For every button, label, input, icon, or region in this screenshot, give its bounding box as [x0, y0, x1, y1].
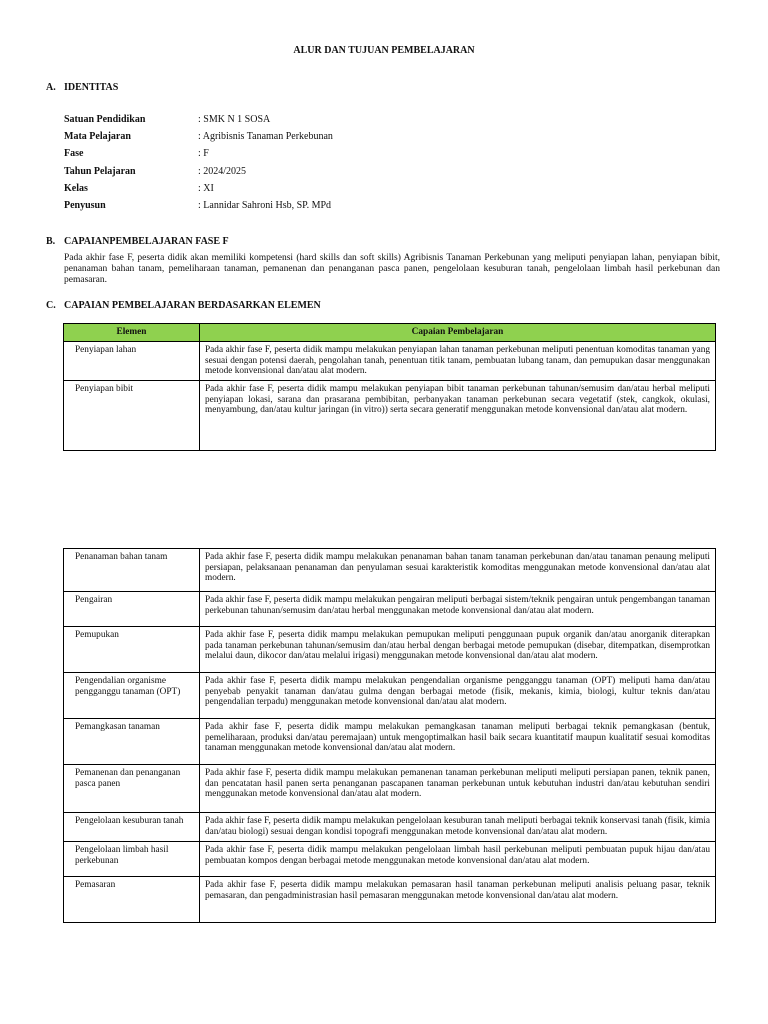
capaian-cell: Pada akhir fase F, peserta didik mampu melakukan pemangkasan tanaman meliputi berbagai teknik pemangkasan (bentuk, pemeliharaan, produksi dan/atau peremajaan) untuk mengoptimalkan hasil baik secara kuantitatif maupun kualitatif sesuai komoditas tanaman menggunakan metode konvensional dan/atau alat modern.	[200, 719, 716, 765]
capaian-cell: Pada akhir fase F, peserta didik mampu melakukan pemanenan tanaman perkebunan meliputi meliputi persiapan panen, teknik panen, dan pencatatan hasil panen serta penanganan pascapanen tanaman perkebunan untuk kebutuhan industri dan/atau kebutuhan sendiri menggunakan metode konvensional dan/atau alat modern.	[200, 765, 716, 813]
capaian-cell: Pada akhir fase F, peserta didik mampu melakukan pengelolaan kesuburan tanah meliputi berbagai teknik konservasi tanah (fisik, kimia dan/atau biologi) sesuai dengan kondisi topografi menggunakan metode konvensional dan/atau alat modern.	[200, 813, 716, 842]
identitas-value: : F	[198, 148, 209, 160]
capaian-cell: Pada akhir fase F, peserta didik mampu melakukan penanaman bahan tanam tanaman perkebunan dan/atau tanaman penaung meliputi persiapan, pelaksanaan penanaman dan penyulaman sesuai karakteristik komoditas menggunakan metode konvensional dan/atau alat modern.	[200, 549, 716, 592]
capaian-cell: Pada akhir fase F, peserta didik mampu melakukan pemasaran hasil tanaman perkebunan meliputi analisis peluang pasar, teknik pemasaran, dan pengadministrasian hasil pemasaran menggunakan metode konvensional dan/atau alat modern.	[200, 877, 716, 923]
capaian-cell: Pada akhir fase F, peserta didik mampu melakukan penyiapan bibit tanaman perkebunan tahunan/semusim dan/atau herbal meliputi penyiapan lokasi, sarana dan prasarana pembibitan, perbanyakan tanaman perkebunan secara vegetatif (stek, cangkok, okulasi, menyambung, dan/atau kultur jaringan (in vitro)) serta secara generatif menggunakan metode konvensional dan/atau alat modern.	[200, 381, 716, 451]
table-row	[64, 813, 716, 842]
identitas-value: : Agribisnis Tanaman Perkebunan	[198, 131, 333, 143]
identitas-row	[64, 114, 564, 131]
identitas-value: : SMK N 1 SOSA	[198, 114, 271, 125]
section-c-title: CAPAIAN PEMBELAJARAN BERDASARKAN ELEMEN	[64, 300, 321, 311]
capaian-cell: Pada akhir fase F, peserta didik mampu melakukan penyiapan lahan tanaman perkebunan meliputi penentuan komoditas tanaman yang sesuai dengan potensi daerah, pengolahan tanah, penentuan titik tanam, pembuatan lubang tanam, dan pemupukan dasar menggunakan metode konvensional dan/atau alat modern.	[200, 342, 716, 381]
table-row	[64, 627, 716, 673]
elemen-cell: Penyiapan bibit	[64, 381, 200, 451]
identitas-label: Mata Pelajaran	[64, 131, 131, 143]
elemen-cell: Pemupukan	[64, 627, 200, 673]
elemen-cell: Pengelolaan limbah hasil perkebunan	[64, 842, 200, 877]
identitas-row	[64, 183, 564, 200]
identitas-label: Kelas	[64, 182, 88, 194]
table-row	[64, 592, 716, 627]
identitas-row	[64, 131, 564, 148]
elemen-cell: Pemanenan dan penanganan pasca panen	[64, 765, 200, 813]
section-c-letter: C.	[46, 300, 56, 311]
identitas-label: Penyusun	[64, 199, 106, 211]
identitas-label: Satuan Pendidikan	[64, 114, 146, 125]
identitas-label: Tahun Pelajaran	[64, 165, 136, 177]
section-a-heading	[46, 82, 118, 94]
identitas-value: : XI	[198, 182, 214, 194]
table-row	[64, 549, 716, 592]
section-b-paragraph: Pada akhir fase F, peserta didik akan memiliki kompetensi (hard skills dan soft skills) Agribisnis Tanaman Perkebunan yang meliputi penyiapan lahan, penyiapan bibit, penanaman bahan tanam, pemeliharaan tanaman, pemanenan dan penanganan pasca panen, pengelolaan kesuburan tanah, pengelolaan limbah hasil perkebunan dan pemasaran.	[64, 253, 720, 285]
identitas-row	[64, 200, 564, 217]
section-b-letter: B.	[46, 236, 56, 247]
elemen-table-1	[63, 323, 716, 451]
section-a-title: IDENTITAS	[64, 82, 119, 93]
elemen-cell: Pengairan	[64, 592, 200, 627]
elemen-cell: Pengendalian organisme pengganggu tanaman (OPT)	[64, 673, 200, 719]
identitas-value: : Lannidar Sahroni Hsb, SP. MPd	[198, 199, 332, 211]
section-c-heading	[46, 300, 321, 312]
header-elemen: Elemen	[64, 324, 200, 342]
elemen-cell: Penyiapan lahan	[64, 342, 200, 381]
table-row	[64, 719, 716, 765]
table-row	[64, 765, 716, 813]
table-row	[64, 342, 716, 381]
document-title: ALUR DAN TUJUAN PEMBELAJARAN	[293, 45, 475, 56]
table-row	[64, 877, 716, 923]
identitas-list	[64, 114, 564, 217]
identitas-row	[64, 148, 564, 165]
elemen-cell: Pengelolaan kesuburan tanah	[64, 813, 200, 842]
identitas-label: Fase	[64, 148, 84, 160]
header-capaian: Capaian Pembelajaran	[200, 324, 716, 342]
capaian-cell: Pada akhir fase F, peserta didik mampu melakukan pengelolaan limbah hasil perkebunan meliputi pembuatan pupuk hijau dan/atau pembuatan kompos dengan berbagai metode menggunakan metode konvensional dan/atau alat modern.	[200, 842, 716, 877]
section-a-letter: A.	[46, 82, 56, 93]
elemen-cell: Penanaman bahan tanam	[64, 549, 200, 592]
capaian-cell: Pada akhir fase F, peserta didik mampu melakukan pengendalian organisme pengganggu tanaman (OPT) meliputi hama dan/atau penyebab penyakit tanaman dan/atau gulma dengan berbagai metode (fisik, mekanis, kimia, biologi, kultur teknis dan/atau pengendalian terpadu) menggunakan metode konvensional dan/atau alat modern.	[200, 673, 716, 719]
section-b-heading	[46, 236, 229, 248]
section-b-title: CAPAIANPEMBELAJARAN FASE F	[64, 236, 229, 247]
table-row	[64, 842, 716, 877]
table-row	[64, 381, 716, 451]
table-row	[64, 673, 716, 719]
identitas-value: : 2024/2025	[198, 165, 247, 177]
capaian-cell: Pada akhir fase F, peserta didik mampu melakukan pengairan meliputi berbagai sistem/teknik pengairan untuk pengembangan tanaman perkebunan tahunan/semusim dan/atau herbal menggunakan metode konvensional dan/atau alat modern.	[200, 592, 716, 627]
capaian-cell: Pada akhir fase F, peserta didik mampu melakukan pemupukan meliputi penggunaan pupuk organik dan/atau anorganik diterapkan pada tanaman perkebunan tahunan/semusim dan/atau herbal dengan berbagai metode pemupukan (disebar, ditempatkan, disemprotkan melalui daun, dikocor dan/atau melalui irigasi) menggunakan metode konvensional dan/atau alat modern.	[200, 627, 716, 673]
elemen-cell: Pemasaran	[64, 877, 200, 923]
table-header-row	[64, 324, 716, 342]
elemen-cell: Pemangkasan tanaman	[64, 719, 200, 765]
elemen-table-2	[63, 548, 716, 923]
identitas-row	[64, 166, 564, 183]
